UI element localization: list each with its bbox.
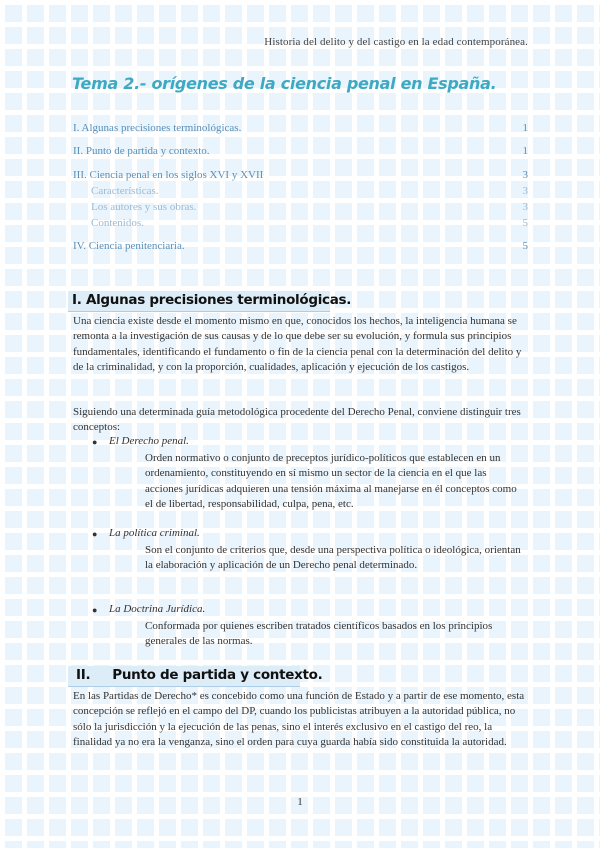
paragraph: Una ciencia existe desde el momento mismo en que, conocidos los hechos, la inteligencia humana se remonta a la investigación de sus causas y de lo que debe ser su evolución, y formula sus principios fundamentales, identificando el fundamento o fin de la ciencia penal con la determinación del delito y de la criminalidad, y con la proporción, cualidades, aplicación y ejecución de los castigos. [73,315,522,374]
toc-item[interactable] [73,145,528,161]
toc-item-page: 5 [522,240,528,252]
toc-item-page: 1 [522,122,528,134]
toc-item-label: Los autores y sus obras. [91,201,197,213]
toc-item-label: Contenidos. [91,217,144,229]
bullet-title: La Doctrina Jurídica. [109,603,206,615]
definition-text: Son el conjunto de criterios que, desde una perspectiva política o ideológica, orientan la elaboración y aplicación de un Derecho penal determinado. [145,544,521,572]
bullet-title: La política criminal. [109,527,200,539]
toc-item-page: 3 [522,169,528,181]
paragraph: En las Partidas de Derecho* es concebido como una función de Estado y a partir de ese momento, esta concepción se reflejó en el campo del DP, cuando los publicistas atribuyen a la autoridad pública, no sólo la jurisdicción y la ejecución de las penas, sino el interés exclusivo en el castigo del reo, la finalidad ya no era la venganza, sino el orden para cuya guarda había sido constituida la autoridad. [73,690,525,749]
bullet-icon: ● [92,605,98,615]
toc-item-page: 3 [522,185,528,197]
running-header: Historia del delito y del castigo en la edad contemporánea. [264,36,528,48]
section-heading: II. Punto de partida y contexto. [76,667,323,683]
toc-item-label: II. Punto de partida y contexto. [73,145,210,157]
toc-subitem[interactable] [73,185,528,201]
document-title: Tema 2.- orígenes de la ciencia penal en España. [72,74,497,93]
toc-item-page: 3 [522,201,528,213]
toc-item-page: 5 [522,217,528,229]
bullet-icon: ● [92,529,98,539]
bullet-icon: ● [92,437,98,447]
paragraph: Siguiendo una determinada guía metodológica procedente del Derecho Penal, conviene distinguir tres conceptos: [73,406,521,434]
toc-subitem[interactable] [73,217,528,233]
toc-item-label: I. Algunas precisiones terminológicas. [73,122,242,134]
toc-item[interactable] [73,240,528,256]
toc-item-label: III. Ciencia penal en los siglos XVI y XVII [73,169,264,181]
toc-item-label: Características. [91,185,159,197]
page-number: 1 [297,796,303,808]
toc-subitem[interactable] [73,201,528,217]
section-heading: I. Algunas precisiones terminológicas. [72,292,352,308]
bullet-title: El Derecho penal. [109,435,189,447]
toc-item[interactable] [73,169,528,185]
toc-item[interactable] [73,122,528,138]
toc-item-label: IV. Ciencia penitenciaria. [73,240,185,252]
toc-item-page: 1 [522,145,528,157]
definition-text: Orden normativo o conjunto de preceptos jurídico-políticos que establecen en un ordenamiento, constituyendo en sí mismo un sector de la ciencia en el que las acciones jurídicas adquieren una tensión máxima al manejarse en él conceptos como el de libertad, responsabilidad, culpa, pena, etc. [145,452,517,511]
definition-text: Conformada por quienes escriben tratados científicos basados en los principios generales de las normas. [145,620,493,648]
